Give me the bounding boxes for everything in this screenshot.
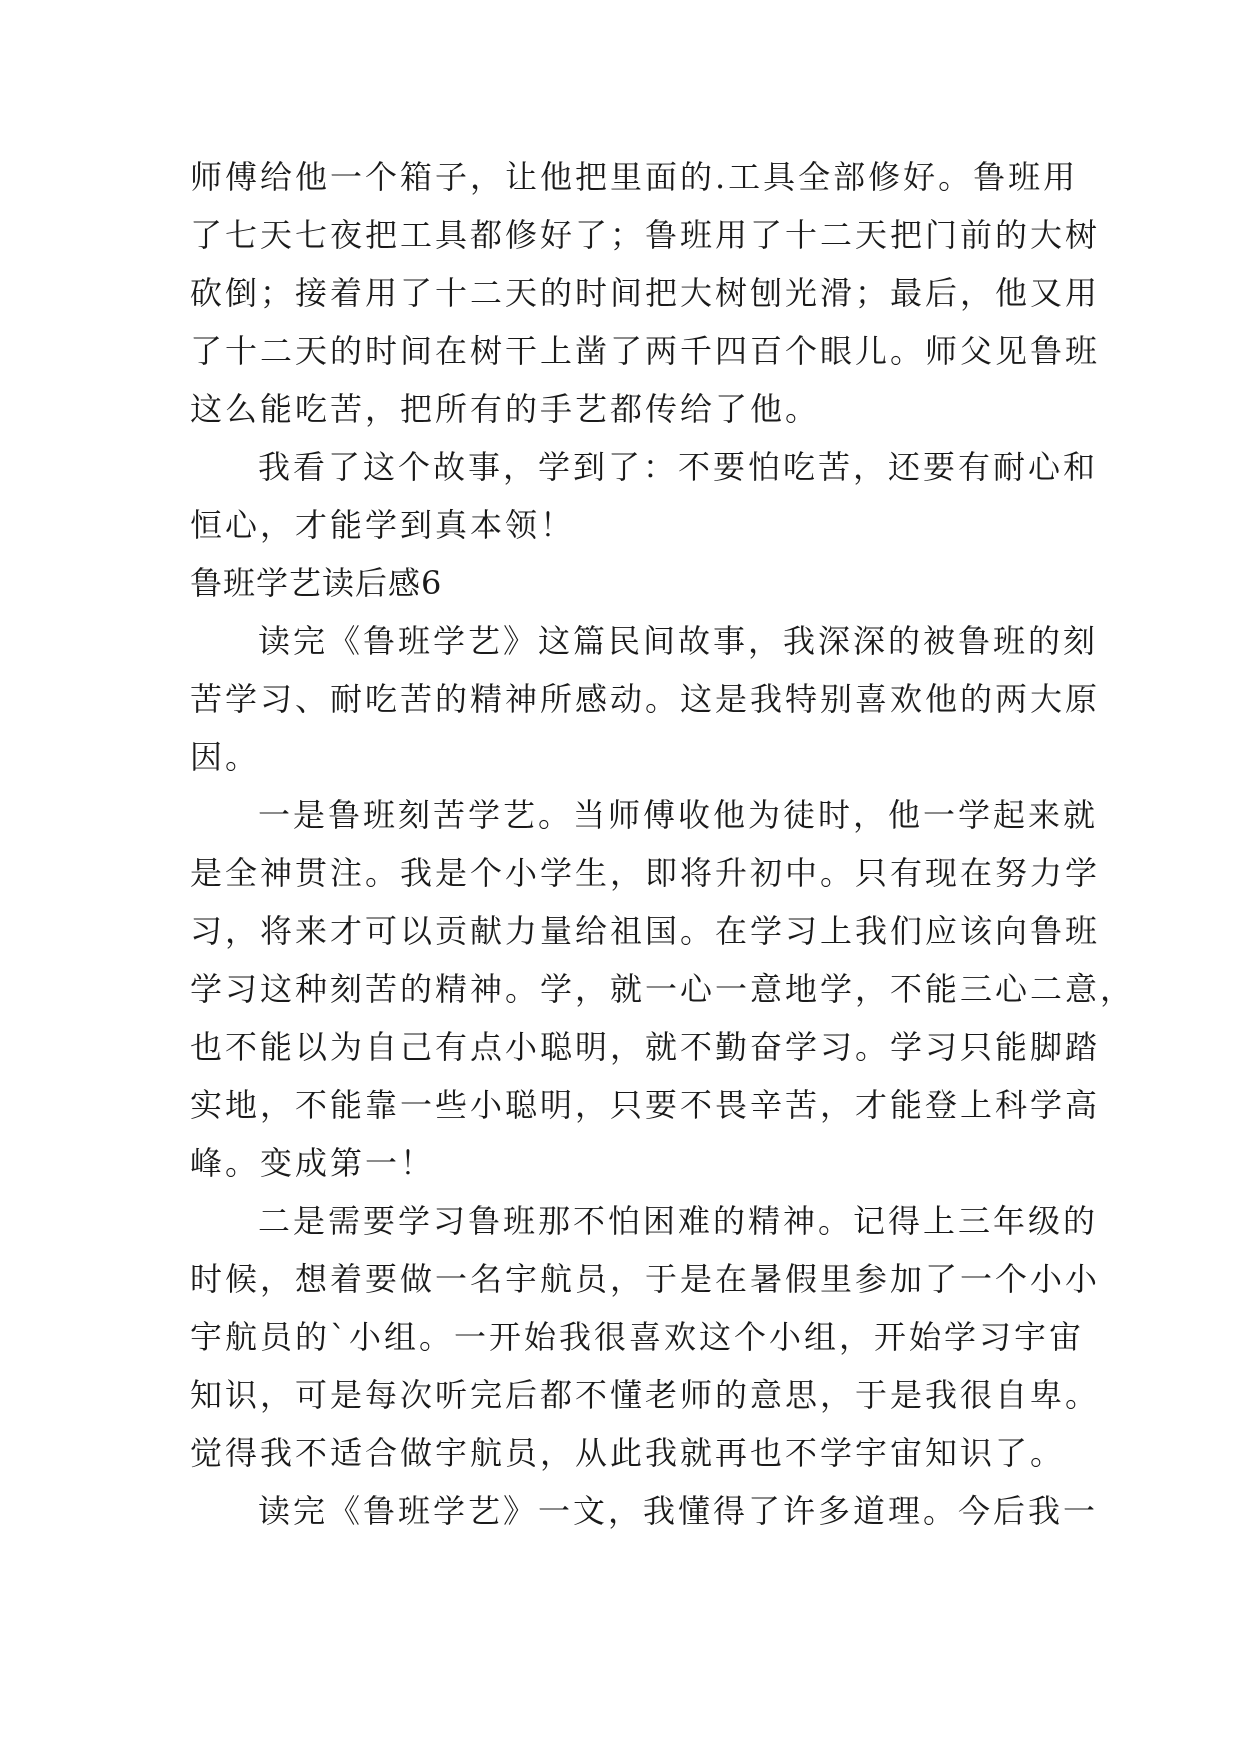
paragraph-start-line: 一是鲁班刻苦学艺。当师傅收他为徒时，他一学起来就 bbox=[258, 796, 1099, 834]
text-line: 这么能吃苦，把所有的手艺都传给了他。 bbox=[190, 390, 821, 428]
text-line: 因。 bbox=[190, 738, 261, 776]
text-line: 苦学习、耐吃苦的精神所感动。这是我特别喜欢他的两大原 bbox=[190, 680, 1101, 718]
text-line: 也不能以为自己有点小聪明，就不勤奋学习。学习只能脚踏 bbox=[190, 1028, 1101, 1066]
text-line: 觉得我不适合做宇航员，从此我就再也不学宇宙知识了。 bbox=[190, 1434, 1066, 1472]
text-line: 时候，想着要做一名宇航员，于是在暑假里参加了一个小小 bbox=[190, 1260, 1101, 1298]
section-heading: 鲁班学艺读后感6 bbox=[190, 564, 443, 602]
paragraph-start-line: 我看了这个故事，学到了：不要怕吃苦，还要有耐心和 bbox=[258, 448, 1099, 486]
text-line: 实地，不能靠一些小聪明，只要不畏辛苦，才能登上科学高 bbox=[190, 1086, 1101, 1124]
text-line: 了七天七夜把工具都修好了；鲁班用了十二天把门前的大树 bbox=[190, 216, 1101, 254]
text-line: 知识，可是每次听完后都不懂老师的意思，于是我很自卑。 bbox=[190, 1376, 1101, 1414]
text-line: 宇航员的`小组。一开始我很喜欢这个小组，开始学习宇宙 bbox=[190, 1318, 1085, 1356]
text-line: 师傅给他一个箱子，让他把里面的.工具全部修好。鲁班用 bbox=[190, 158, 1079, 196]
text-line: 了十二天的时间在树干上凿了两千四百个眼儿。师父见鲁班 bbox=[190, 332, 1101, 370]
paragraph-start-line: 读完《鲁班学艺》一文，我懂得了许多道理。今后我一 bbox=[258, 1492, 1099, 1530]
text-line: 习，将来才可以贡献力量给祖国。在学习上我们应该向鲁班 bbox=[190, 912, 1101, 950]
paragraph-start-line: 读完《鲁班学艺》这篇民间故事，我深深的被鲁班的刻 bbox=[258, 622, 1099, 660]
text-line: 峰。变成第一！ bbox=[190, 1144, 436, 1182]
text-line: 是全神贯注。我是个小学生，即将升初中。只有现在努力学 bbox=[190, 854, 1101, 892]
text-line: 学习这种刻苦的精神。学，就一心一意地学，不能三心二意， bbox=[190, 970, 1136, 1008]
document-body bbox=[190, 148, 1136, 1540]
text-line: 砍倒；接着用了十二天的时间把大树刨光滑；最后，他又用 bbox=[190, 274, 1101, 312]
text-line: 恒心，才能学到真本领！ bbox=[190, 506, 576, 544]
paragraph-start-line: 二是需要学习鲁班那不怕困难的精神。记得上三年级的 bbox=[258, 1202, 1099, 1240]
